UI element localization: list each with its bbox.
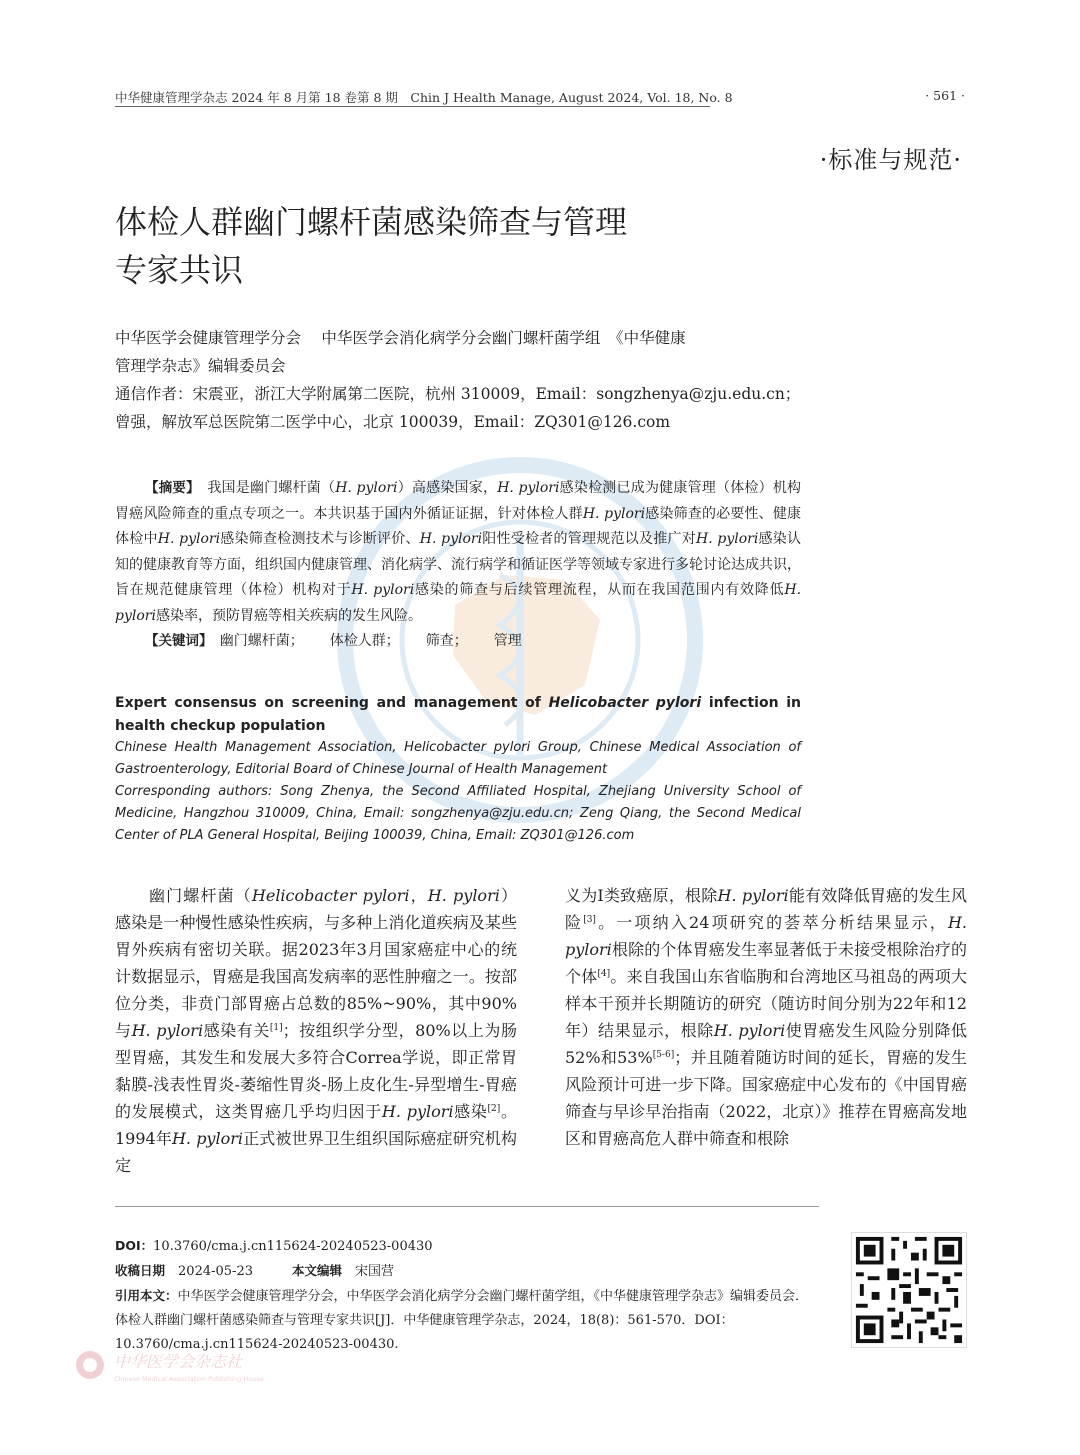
body-paragraph: 义为Ⅰ类致癌原，根除H. pylori能有效降低胃癌的发生风险[3]。一项纳入24项研究的荟萃分析结果显示，H. pylori根除的个体胃癌发生率显著低于未接受根除治疗的个体[4]。来自我国山东省临朐和台湾地区马祖岛的两项大样本干预并长期随访的研究（随访时间分别为22年和12年）结果显示，根除H. pylori使胃癌发生风险分别降低52%和53%[5-6]；并且随着随访时间的延长，胃癌的发生风险预计可进一步下降。国家癌症中心发布的《中国胃癌筛查与早诊早治指南（2022，北京）》推荐在胃癌高发地区和胃癌高危人群中筛查和根除	[565, 886, 967, 1148]
abstract-text: 【摘要】 我国是幽门螺杆菌（H. pylori）高感染国家，H. pylori感染检测已成为健康管理（体检）机构胃癌风险筛查的重点专项之一。本共识基于国内外循证证据，针对体检人群H. pylori感染筛查的必要性、健康体检中H. pylori感染筛查检测技术与诊断评价、H. pylori阳性受检者的管理规范以及推广对H. pylori感染认知的健康教育等方面，组织国内健康管理、消化病学、流行病学和循证医学等领域专家进行多轮讨论达成共识，旨在规范健康管理（体检）机构对于H. pylori感染的筛查与后续管理流程，从而在我国范围内有效降低H. pylori感染率，预防胃癌等相关疾病的发生风险。	[115, 480, 802, 624]
english-corresponding-authors: Corresponding authors: Song Zhenya, the Second Affiliated Hospital, Zhejiang University School of Medicine, Hangzhou 310009, China, Email: songzhenya@zju.edu.cn; Zeng Qiang, the Second Medical Center of PLA General Hospital, Beijing 100039, China, Email: ZQ301@126.com	[115, 784, 801, 843]
keyword: 筛查；	[425, 633, 468, 649]
citation-ref[interactable]: [3]	[583, 915, 596, 925]
abstract	[115, 476, 801, 655]
english-abstract-header	[115, 692, 801, 847]
keyword: 幽门螺杆菌；	[219, 633, 304, 649]
doi-link[interactable]: 10.3760/cma.j.cn115624-20240523-00430	[153, 1239, 433, 1254]
publisher-logo	[70, 1345, 310, 1385]
abstract-label: 【摘要】	[145, 480, 194, 496]
doi-line: DOI：10.3760/cma.j.cn115624-20240523-00430	[115, 1238, 433, 1254]
section-label: ·标准与规范·	[819, 146, 962, 174]
body-paragraph: 幽门螺杆菌（Helicobacter pylori，H. pylori）感染是一种慢性感染性疾病，与多种上消化道疾病及某些胃外疾病有密切关联。据2023年3月国家癌症中心的统计数据显示，胃癌是我国高发病率的恶性肿瘤之一。按部位分类，非贲门部胃癌占总数的85%~90%，其中90%与H. pylori感染有关[1]；按组织学分型，80%以上为肠型胃癌，其发生和发展大多符合Correa学说，即正常胃黏膜-浅表性胃炎-萎缩性胃炎-肠上皮化生-异型增生-胃癌的发展模式，这类胃癌几乎均归因于H. pylori感染[2]。1994年H. pylori正式被世界卫生组织国际癌症研究机构定	[115, 886, 517, 1175]
keyword: 管理	[493, 633, 522, 649]
keywords-label: 【关键词】	[145, 633, 206, 649]
author-groups-1: 中华医学会健康管理学分会 中华医学会消化病学分会幽门螺杆菌学组 《中华健康	[115, 329, 686, 347]
body-column-left	[115, 882, 517, 1179]
author-block	[115, 324, 805, 436]
keyword: 体检人群；	[329, 633, 400, 649]
author-groups-2: 管理学杂志》编辑委员会	[115, 357, 286, 375]
article-title	[115, 198, 815, 294]
qr-code-icon[interactable]	[851, 1232, 967, 1348]
article-footer	[115, 1234, 821, 1357]
header-rule	[115, 106, 710, 107]
received-line: 收稿日期 2024-05-23 本文编辑 宋国营	[115, 1263, 395, 1279]
publisher-name-cn: 中华医学会杂志社	[114, 1352, 243, 1371]
citation-ref[interactable]: [2]	[487, 1104, 501, 1114]
running-header: 中华健康管理学杂志 2024 年 8 月第 18 卷第 8 期 Chin J Health Manage, August 2024, Vol. 18, No. 8	[115, 90, 733, 105]
corresponding-author-1: 通信作者：宋震亚，浙江大学附属第二医院，杭州 310009，Email：songzhenya@zju.edu.cn；	[115, 385, 801, 403]
footer-rule	[115, 1206, 819, 1207]
page-number: · 561 ·	[925, 88, 965, 103]
title-line-2: 专家共识	[115, 251, 244, 289]
corresponding-author-2: 曾强，解放军总医院第二医学中心，北京 100039，Email：ZQ301@126.com	[115, 413, 671, 431]
publisher-name-en: Chinese Medical Association Publishing House	[114, 1375, 264, 1383]
citation-ref[interactable]: [5-6]	[652, 1050, 675, 1060]
english-title: Expert consensus on screening and management of Helicobacter pylori infection in health checkup population	[115, 695, 801, 734]
citation-ref[interactable]: [4]	[597, 969, 611, 979]
citation-ref[interactable]: [1]	[269, 1023, 283, 1033]
keywords	[115, 629, 801, 655]
body-column-right	[565, 882, 967, 1152]
title-line-1: 体检人群幽门螺杆菌感染筛查与管理	[115, 203, 628, 241]
citation-line: 引用本文：中华医学会健康管理学分会，中华医学会消化病学分会幽门螺杆菌学组，《中华健康管理学杂志》编辑委员会．体检人群幽门螺杆菌感染筛查与管理专家共识[J]．中华健康管理学杂志，2024，18(8)：561-570．DOI：10.3760/cma.j.cn115624-20240523-00430.	[115, 1288, 809, 1352]
english-organizations: Chinese Health Management Association, Helicobacter pylori Group, Chinese Medical Association of Gastroenterology, Editorial Board of Chinese Journal of Health Management	[115, 740, 801, 777]
